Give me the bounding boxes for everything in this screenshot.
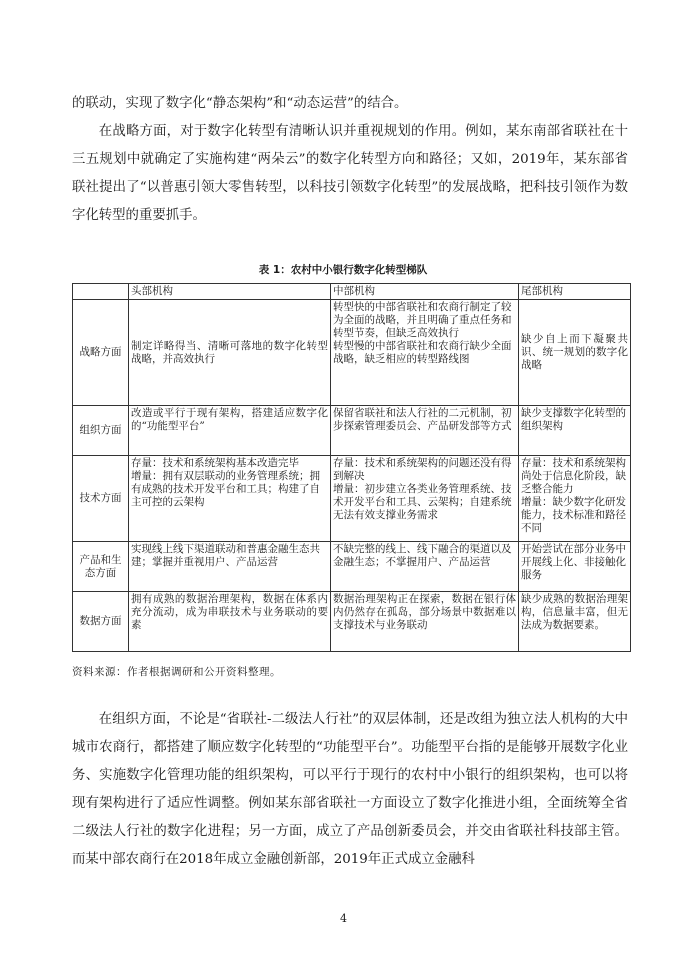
cell-middle: 数据治理架构正在探索，数据在银行体内仍然存在孤岛，部分场景中数据难以支撑技术与业务联动 xyxy=(331,592,519,652)
cell-middle: 不缺完整的线上、线下融合的渠道以及金融生态；不掌握用户、产品运营 xyxy=(331,542,519,592)
cell-head: 拥有成熟的数据治理架构，数据在体系内充分流动，成为串联技术与业务联动的要素 xyxy=(129,592,331,652)
header-tail-institutions: 尾部机构 xyxy=(519,284,631,300)
header-middle-institutions: 中部机构 xyxy=(331,284,519,300)
cell-middle: 保留省联社和法人行社的二元机制，初步探索管理委员会、产品研发部等方式 xyxy=(331,406,519,456)
cell-tail: 存量：技术和系统架构尚处于信息化阶段，缺乏整合能力 增量：缺少数字化研发能力，技术标准和路径不同 xyxy=(519,456,631,542)
paragraph-organization: 在组织方面，不论是“省联社-二级法人行社”的双层体制，还是改组为独立法人机构的大中城市农商行，都搭建了顺应数字化转型的“功能型平台”。功能型平台指的是能够开展数字化业务、实施数字化管理功能的组织架构，可以平行于现行的农村中小银行的组织架构，也可以将现有架构进行了适应性调整。例如某东部省联社一方面设立了数字化推进小组，全面统筹全省二级法人行社的数字化进程；另一方面，成立了产品创新委员会，并交由省联社科技部主管。而某中部农商行在2018年成立金融创新部，2019年正式成立金融科 xyxy=(72,712,628,867)
header-head-institutions: 头部机构 xyxy=(129,284,331,300)
row-label: 数据方面 xyxy=(73,592,129,652)
cell-middle: 转型快的中部省联社和农商行制定了较为全面的战略，并且明确了重点任务和转型节奏，但缺乏高效执行 转型慢的中部省联社和农商行缺少全面战略，缺乏相应的转型路线图 xyxy=(331,300,519,406)
ladder-table xyxy=(72,283,631,652)
cell-middle: 存量：技术和系统架构的问题还没有得到解决 增量：初步建立各类业务管理系统、技术开发平台和工具、云架构；自建系统无法有效支撑业务需求 xyxy=(331,456,519,542)
row-label: 战略方面 xyxy=(73,300,129,406)
table-source-note: 资料来源：作者根据调研和公开资料整理。 xyxy=(72,666,281,678)
paragraph-strategy: 在战略方面，对于数字化转型有清晰认识并重视规划的作用。例如，某东南部省联社在十三五规划中就确定了实施构建“两朵云”的数字化转型方向和路径；又如，2019年，某东部省联社提出了“以普惠引领大零售转型，以科技引领数字化转型”的发展战略，把科技引领作为数字化转型的重要抓手。 xyxy=(72,124,628,223)
cell-tail: 缺少支撑数字化转型的组织架构 xyxy=(519,406,631,456)
header-empty xyxy=(73,284,129,300)
row-label: 产品和生态方面 xyxy=(73,542,129,592)
table-title: 表 1：农村中小银行数字化转型梯队 xyxy=(258,264,428,276)
cell-head: 存量：技术和系统架构基本改造完毕 增量：拥有双层联动的业务管理系统；拥有成熟的技术开发平台和工具；构建了自主可控的云架构 xyxy=(129,456,331,542)
row-label: 组织方面 xyxy=(73,406,129,456)
paragraph-continuation: 的联动，实现了数字化“静态架构”和“动态运营”的结合。 xyxy=(72,96,408,111)
cell-head: 实现线上线下渠道联动和普惠金融生态共建；掌握并重视用户、产品运营 xyxy=(129,542,331,592)
table-row xyxy=(73,542,631,592)
cell-tail: 缺少成熟的数据治理架构，信息量丰富，但无法成为数据要素。 xyxy=(519,592,631,652)
table-row xyxy=(73,300,631,406)
table-row xyxy=(73,592,631,652)
table-row xyxy=(73,456,631,542)
cell-tail: 缺少自上而下凝聚共识、统一规划的数字化战略 xyxy=(519,300,631,406)
table-row xyxy=(73,406,631,456)
page-number: 4 xyxy=(340,912,347,925)
cell-tail: 开始尝试在部分业务中开展线上化、非接触化服务 xyxy=(519,542,631,592)
row-label: 技术方面 xyxy=(73,456,129,542)
table-header-row xyxy=(73,284,631,300)
cell-head: 改造或平行于现有架构，搭建适应数字化的“功能型平台” xyxy=(129,406,331,456)
cell-head: 制定详略得当、清晰可落地的数字化转型战略，并高效执行 xyxy=(129,300,331,406)
